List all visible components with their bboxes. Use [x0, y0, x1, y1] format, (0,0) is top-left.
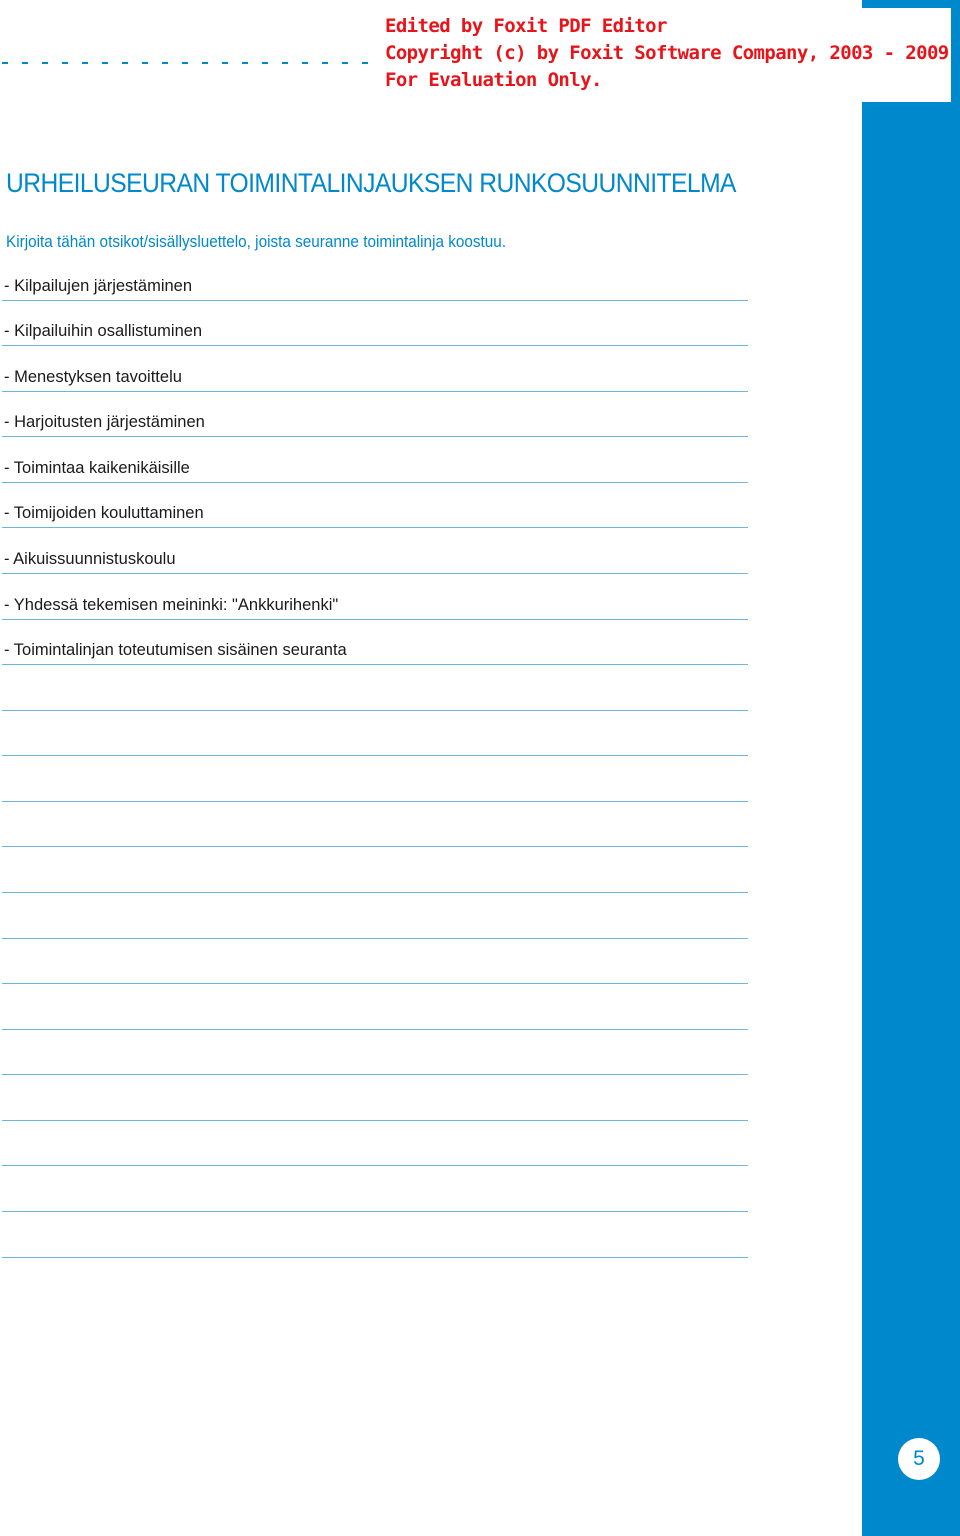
empty-line: [2, 731, 748, 756]
list-item-text: - Toimijoiden kouluttaminen: [4, 504, 204, 522]
blue-sidebar: [862, 0, 960, 1536]
list-item-text: - Toimintalinjan toteutumisen sisäinen seuranta: [4, 641, 347, 659]
list-item: [2, 458, 748, 483]
list-item: [2, 412, 748, 437]
empty-line: [2, 1050, 748, 1075]
list-item: [2, 503, 748, 528]
list-item-text: - Yhdessä tekemisen meininki: "Ankkurihenki": [4, 596, 339, 614]
empty-line: [2, 1096, 748, 1121]
instruction-text: Kirjoita tähän otsikot/sisällysluettelo, joista seuranne toimintalinja koostuu.: [6, 232, 507, 251]
empty-line: [2, 822, 748, 847]
ruled-lines: [2, 0, 748, 1536]
empty-line: [2, 1141, 748, 1166]
list-item: [2, 321, 748, 346]
empty-line: [2, 868, 748, 893]
list-item-text: - Harjoitusten järjestäminen: [4, 413, 205, 431]
page-number-badge: [898, 1438, 940, 1480]
empty-line: [2, 1005, 748, 1030]
empty-line: [2, 777, 748, 802]
list-item-text: - Toimintaa kaikenikäisille: [4, 459, 190, 477]
list-item: [2, 549, 748, 574]
empty-line: [2, 1187, 748, 1212]
list-item-text: - Kilpailuihin osallistuminen: [4, 322, 203, 340]
list-item: [2, 367, 748, 392]
document-title: URHEILUSEURAN TOIMINTALINJAUKSEN RUNKOSUUNNITELMA: [6, 168, 736, 198]
watermark-line-2: Copyright (c) by Foxit Software Company, 2003 - 2009: [385, 42, 949, 64]
empty-line: [2, 686, 748, 711]
empty-line: [2, 959, 748, 984]
page-number: 5: [913, 1447, 925, 1470]
empty-line: [2, 914, 748, 939]
list-item: [2, 640, 748, 665]
empty-line: [2, 1233, 748, 1258]
list-item-text: - Menestyksen tavoittelu: [4, 368, 182, 386]
list-item: [2, 595, 748, 620]
watermark-line-1: Edited by Foxit PDF Editor: [385, 15, 667, 37]
list-item-text: - Kilpailujen järjestäminen: [4, 277, 193, 295]
watermark-line-3: For Evaluation Only.: [385, 69, 602, 91]
list-item-text: - Aikuissuunnistuskoulu: [4, 550, 176, 568]
list-item: [2, 276, 748, 301]
